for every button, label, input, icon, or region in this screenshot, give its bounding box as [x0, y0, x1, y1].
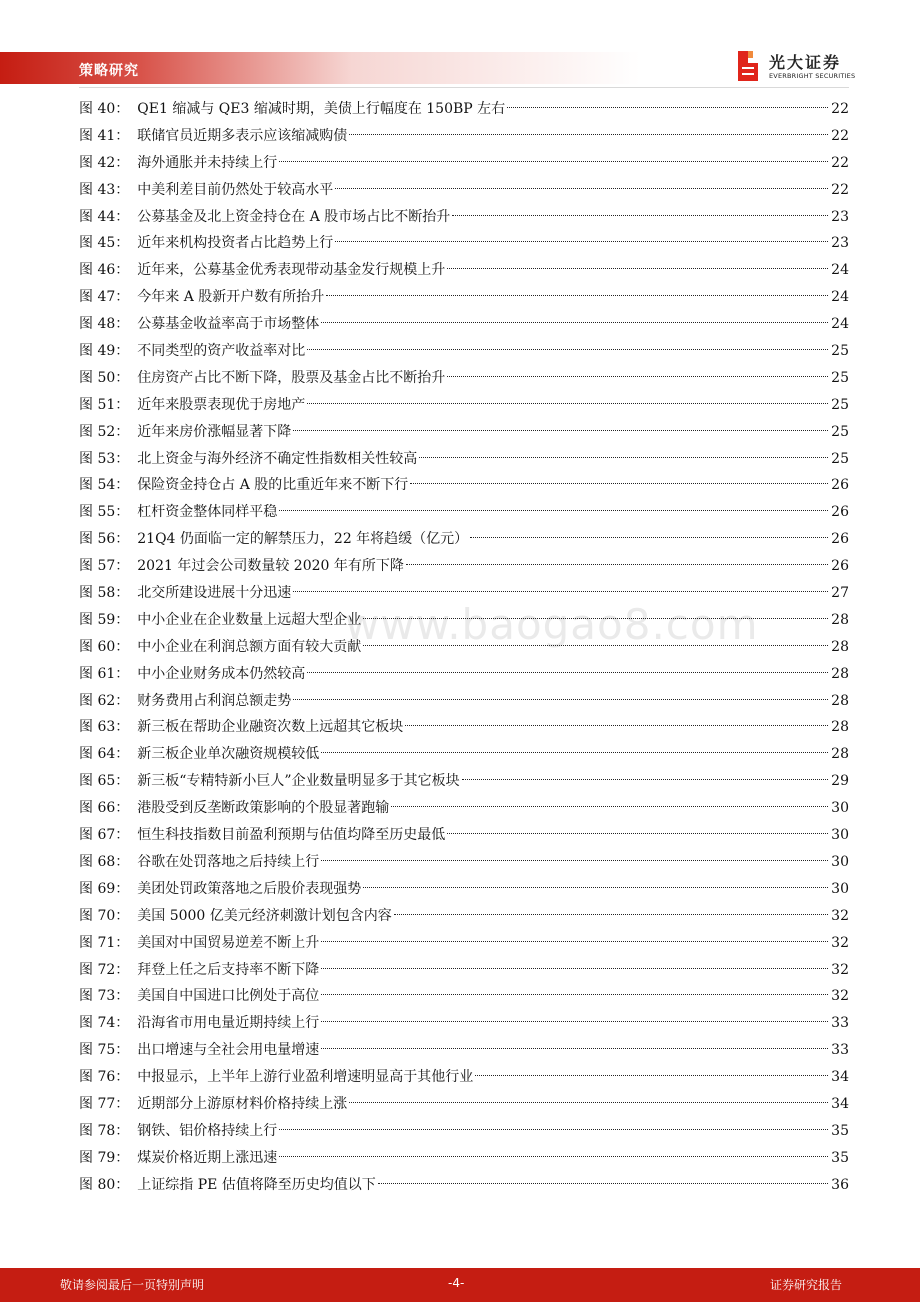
toc-entry[interactable]: [79, 150, 849, 177]
toc-dot-leader: [447, 833, 828, 834]
toc-entry[interactable]: [79, 634, 849, 661]
toc-page-number: 30: [831, 853, 849, 870]
toc-entry[interactable]: [79, 1064, 849, 1091]
toc-entry[interactable]: [79, 499, 849, 526]
toc-figure-label: 图 80：: [79, 1176, 130, 1193]
toc-dot-leader: [279, 1129, 828, 1130]
toc-page-number: 22: [831, 101, 849, 117]
toc-figure-label: 图 51：: [79, 396, 130, 413]
toc-page-number: 28: [831, 665, 849, 682]
toc-entry-title: 今年来 A 股新开户数有所抬升: [137, 289, 325, 306]
toc-entry[interactable]: [79, 311, 849, 338]
toc-dot-leader: [419, 457, 828, 458]
toc-entry[interactable]: [79, 526, 849, 553]
toc-entry[interactable]: [79, 822, 849, 849]
toc-entry[interactable]: [79, 876, 849, 903]
toc-dot-leader: [279, 161, 828, 162]
toc-entry[interactable]: [79, 257, 849, 284]
toc-page-number: 28: [831, 638, 849, 655]
toc-entry-title: 煤炭价格近期上涨迅速: [137, 1149, 278, 1166]
toc-figure-label: 图 63：: [79, 719, 130, 736]
toc-dot-leader: [363, 618, 828, 619]
toc-entry-title: 近期部分上游原材料价格持续上涨: [137, 1095, 348, 1112]
toc-page-number: 34: [831, 1069, 849, 1086]
toc-page-number: 30: [831, 880, 849, 897]
toc-dot-leader: [307, 403, 828, 404]
toc-entry-title: 保险资金持仓占 A 股的比重近年来不断下行: [137, 477, 409, 494]
toc-dot-leader: [452, 215, 828, 216]
toc-entry-title: 中小企业在利润总额方面有较大贡献: [137, 638, 362, 655]
toc-dot-leader: [321, 968, 828, 969]
toc-figure-label: 图 78：: [79, 1122, 130, 1139]
toc-figure-label: 图 67：: [79, 827, 130, 844]
toc-entry[interactable]: [79, 204, 849, 231]
toc-page-number: 25: [831, 369, 849, 386]
toc-dot-leader: [447, 268, 828, 269]
toc-dot-leader: [475, 1075, 828, 1076]
toc-entry-title: 近年来，公募基金优秀表现带动基金发行规模上升: [137, 262, 446, 279]
toc-figure-label: 图 53：: [79, 450, 130, 467]
toc-entry[interactable]: [79, 1145, 849, 1172]
toc-entry[interactable]: [79, 419, 849, 446]
toc-figure-label: 图 46：: [79, 262, 130, 279]
toc-dot-leader: [279, 1156, 828, 1157]
toc-entry[interactable]: [79, 768, 849, 795]
toc-entry[interactable]: [79, 580, 849, 607]
toc-page-number: 24: [831, 262, 849, 279]
watermark: www.baogao8.com: [345, 600, 759, 649]
toc-entry-title: 美国对中国贸易逆差不断上升: [137, 934, 320, 951]
toc-dot-leader: [406, 564, 828, 565]
toc-entry-title: 谷歌在处罚落地之后持续上行: [137, 853, 320, 870]
toc-figure-label: 图 47：: [79, 289, 130, 306]
toc-figure-label: 图 48：: [79, 316, 130, 333]
toc-entry-title: 新三板在帮助企业融资次数上远超其它板块: [137, 719, 404, 736]
toc-dot-leader: [321, 752, 828, 753]
toc-entry-title: 恒生科技指数目前盈利预期与估值均降至历史最低: [137, 827, 446, 844]
toc-dot-leader: [349, 1102, 828, 1103]
toc-dot-leader: [410, 483, 828, 484]
toc-figure-label: 图 49：: [79, 343, 130, 360]
toc-figure-label: 图 60：: [79, 638, 130, 655]
toc-page-number: 25: [831, 423, 849, 440]
toc-entry-title: 近年来股票表现优于房地产: [137, 396, 306, 413]
toc-entry-title: 美国 5000 亿美元经济刺激计划包含内容: [137, 907, 392, 924]
toc-figure-label: 图 75：: [79, 1042, 130, 1059]
toc-dot-leader: [363, 887, 828, 888]
toc-page-number: 33: [831, 1015, 849, 1032]
toc-figure-label: 图 69：: [79, 880, 130, 897]
toc-page-number: 22: [831, 154, 849, 171]
toc-entry[interactable]: [79, 446, 849, 473]
toc-figure-label: 图 61：: [79, 665, 130, 682]
toc-figure-label: 图 40：: [79, 101, 130, 117]
brand-logo: [736, 48, 856, 86]
toc-figure-label: 图 50：: [79, 369, 130, 386]
toc-dot-leader: [293, 430, 828, 431]
toc-entry-title: 北上资金与海外经济不确定性指数相关性较高: [137, 450, 418, 467]
toc-entry[interactable]: [79, 607, 849, 634]
toc-entry[interactable]: [79, 930, 849, 957]
toc-page-number: 23: [831, 235, 849, 252]
toc-entry[interactable]: [79, 688, 849, 715]
toc-page-number: 30: [831, 827, 849, 844]
toc-entry[interactable]: [79, 741, 849, 768]
toc-page-number: 28: [831, 746, 849, 763]
toc-entry-title: 沿海省市用电量近期持续上行: [137, 1015, 320, 1032]
toc-page-number: 26: [831, 504, 849, 521]
toc-dot-leader: [293, 591, 828, 592]
toc-entry-title: 出口增速与全社会用电量增速: [137, 1042, 320, 1059]
toc-dot-leader: [307, 672, 828, 673]
toc-entry-title: 联储官员近期多表示应该缩减购债: [137, 127, 348, 144]
toc-entry-title: 美国自中国进口比例处于高位: [137, 988, 320, 1005]
toc-page-number: 25: [831, 343, 849, 360]
toc-entry-title: 杠杆资金整体同样平稳: [137, 504, 278, 521]
toc-figure-label: 图 73：: [79, 988, 130, 1005]
toc-entry-title: 财务费用占利润总额走势: [137, 692, 292, 709]
toc-entry-title: 近年来机构投资者占比趋势上行: [137, 235, 334, 252]
toc-entry-title: 美团处罚政策落地之后股价表现强势: [137, 880, 362, 897]
toc-entry[interactable]: [79, 177, 849, 204]
toc-page-number: 22: [831, 181, 849, 198]
toc-entry[interactable]: [79, 903, 849, 930]
toc-entry-title: 新三板企业单次融资规模较低: [137, 746, 320, 763]
toc-entry[interactable]: [79, 472, 849, 499]
toc-entry[interactable]: [79, 661, 849, 688]
toc-figure-label: 图 57：: [79, 558, 130, 575]
section-title: 策略研究: [79, 63, 139, 79]
page-number: -4-: [448, 1276, 465, 1290]
toc-entry-title: 公募基金收益率高于市场整体: [137, 316, 320, 333]
toc-entry-title: 不同类型的资产收益率对比: [137, 343, 306, 360]
toc-entry[interactable]: [79, 338, 849, 365]
logo-english-name: EVERBRIGHT SECURITIES: [769, 72, 856, 80]
toc-figure-label: 图 79：: [79, 1149, 130, 1166]
toc-entry[interactable]: [79, 392, 849, 419]
toc-entry[interactable]: [79, 1037, 849, 1064]
toc-dot-leader: [293, 699, 828, 700]
toc-dot-leader: [363, 645, 828, 646]
toc-entry[interactable]: [79, 983, 849, 1010]
toc-entry-title: 住房资产占比不断下降，股票及基金占比不断抬升: [137, 369, 446, 386]
toc-page-number: 30: [831, 800, 849, 817]
toc-dot-leader: [321, 941, 828, 942]
toc-figure-label: 图 70：: [79, 907, 130, 924]
toc-dot-leader: [335, 188, 828, 189]
toc-entry-title: 中报显示，上半年上游行业盈利增速明显高于其他行业: [137, 1069, 474, 1086]
toc-dot-leader: [321, 1048, 828, 1049]
toc-entry-title: 公募基金及北上资金持仓在 A 股市场占比不断抬升: [137, 208, 451, 225]
toc-entry-title: 港股受到反垄断政策影响的个股显著跑输: [137, 800, 390, 817]
toc-entry[interactable]: [79, 1010, 849, 1037]
toc-dot-leader: [307, 349, 828, 350]
toc-figure-label: 图 56：: [79, 531, 130, 548]
toc-page-number: 32: [831, 988, 849, 1005]
toc-page-number: 29: [831, 773, 849, 790]
toc-page-number: 34: [831, 1095, 849, 1112]
toc-dot-leader: [279, 510, 828, 511]
toc-figure-label: 图 77：: [79, 1095, 130, 1112]
toc-page-number: 26: [831, 477, 849, 494]
toc-entry[interactable]: [79, 849, 849, 876]
toc-entry-title: 新三板“专精特新小巨人”企业数量明显多于其它板块: [137, 773, 460, 790]
toc-page-number: 33: [831, 1042, 849, 1059]
toc-figure-label: 图 62：: [79, 692, 130, 709]
toc-page-number: 32: [831, 907, 849, 924]
toc-entry[interactable]: [79, 365, 849, 392]
toc-page-number: 32: [831, 961, 849, 978]
toc-figure-label: 图 55：: [79, 504, 130, 521]
toc-entry-title: 中小企业在企业数量上远超大型企业: [137, 611, 362, 628]
toc-entry[interactable]: [79, 284, 849, 311]
header-divider: [79, 87, 849, 88]
toc-entry[interactable]: [79, 957, 849, 984]
toc-page-number: 24: [831, 289, 849, 306]
toc-dot-leader: [335, 241, 828, 242]
toc-dot-leader: [321, 994, 828, 995]
logo-chinese-name: 光大证券: [769, 53, 842, 72]
toc-dot-leader: [507, 107, 828, 108]
footer-report-type: 证券研究报告: [770, 1278, 843, 1292]
toc-figure-label: 图 44：: [79, 208, 130, 225]
toc-entry-title: 近年来房价涨幅显著下降: [137, 423, 292, 440]
toc-dot-leader: [378, 1183, 828, 1184]
toc-figure-label: 图 43：: [79, 181, 130, 198]
toc-figure-label: 图 45：: [79, 235, 130, 252]
toc-dot-leader: [447, 376, 828, 377]
toc-page-number: 22: [831, 127, 849, 144]
toc-dot-leader: [391, 806, 828, 807]
toc-entry-title: 21Q4 仍面临一定的解禁压力，22 年将趋缓（亿元）: [137, 531, 469, 548]
toc-dot-leader: [321, 860, 828, 861]
toc-page-number: 24: [831, 316, 849, 333]
toc-page-number: 36: [831, 1176, 849, 1193]
toc-page-number: 35: [831, 1149, 849, 1166]
toc-figure-label: 图 64：: [79, 746, 130, 763]
toc-figure-label: 图 41：: [79, 127, 130, 144]
toc-entry[interactable]: [79, 123, 849, 150]
toc-figure-label: 图 59：: [79, 611, 130, 628]
toc-page-number: 32: [831, 934, 849, 951]
toc-entry-title: 2021 年过会公司数量较 2020 年有所下降: [137, 558, 404, 575]
toc-page-number: 26: [831, 531, 849, 548]
toc-dot-leader: [405, 725, 828, 726]
toc-figure-label: 图 66：: [79, 800, 130, 817]
toc-page-number: 28: [831, 692, 849, 709]
toc-entry[interactable]: [79, 553, 849, 580]
toc-figure-label: 图 52：: [79, 423, 130, 440]
toc-entry[interactable]: [79, 96, 849, 123]
toc-page-number: 25: [831, 396, 849, 413]
toc-page-number: 25: [831, 450, 849, 467]
toc-entry[interactable]: [79, 1172, 849, 1199]
toc-entry[interactable]: [79, 714, 849, 741]
toc-entry[interactable]: [79, 1118, 849, 1145]
toc-page-number: 28: [831, 719, 849, 736]
toc-entry-title: QE1 缩减与 QE3 缩减时期，美债上行幅度在 150BP 左右: [137, 101, 506, 117]
toc-figure-label: 图 68：: [79, 853, 130, 870]
toc-entry-title: 北交所建设进展十分迅速: [137, 585, 292, 602]
toc-entry[interactable]: [79, 1091, 849, 1118]
toc-dot-leader: [470, 537, 828, 538]
toc-entry-title: 拜登上任之后支持率不断下降: [137, 961, 320, 978]
toc-page-number: 26: [831, 558, 849, 575]
toc-page-number: 23: [831, 208, 849, 225]
toc-dot-leader: [394, 914, 828, 915]
toc-entry-title: 海外通胀并未持续上行: [137, 154, 278, 171]
footer-disclaimer: 敬请参阅最后一页特别声明: [60, 1278, 205, 1292]
toc-dot-leader: [321, 322, 828, 323]
toc-figure-label: 图 76：: [79, 1069, 130, 1086]
toc-page-number: 27: [831, 585, 849, 602]
toc-entry-title: 中美利差目前仍然处于较高水平: [137, 181, 334, 198]
toc-page-number: 35: [831, 1122, 849, 1139]
toc-figure-label: 图 71：: [79, 934, 130, 951]
toc-figure-label: 图 58：: [79, 585, 130, 602]
toc-entry-title: 上证综指 PE 估值将降至历史均值以下: [137, 1176, 376, 1193]
toc-dot-leader: [349, 134, 828, 135]
toc-dot-leader: [321, 1021, 828, 1022]
toc-dot-leader: [462, 779, 829, 780]
toc-figure-label: 图 74：: [79, 1015, 130, 1032]
toc-dot-leader: [326, 295, 828, 296]
toc-entry-title: 钢铁、铝价格持续上行: [137, 1122, 278, 1139]
table-of-figures: [79, 96, 849, 1199]
toc-entry[interactable]: [79, 795, 849, 822]
toc-figure-label: 图 72：: [79, 961, 130, 978]
toc-page-number: 28: [831, 611, 849, 628]
toc-figure-label: 图 54：: [79, 477, 130, 494]
toc-entry[interactable]: [79, 230, 849, 257]
toc-entry-title: 中小企业财务成本仍然较高: [137, 665, 306, 682]
toc-figure-label: 图 65：: [79, 773, 130, 790]
everbright-logo-icon: [736, 50, 760, 82]
toc-figure-label: 图 42：: [79, 154, 130, 171]
